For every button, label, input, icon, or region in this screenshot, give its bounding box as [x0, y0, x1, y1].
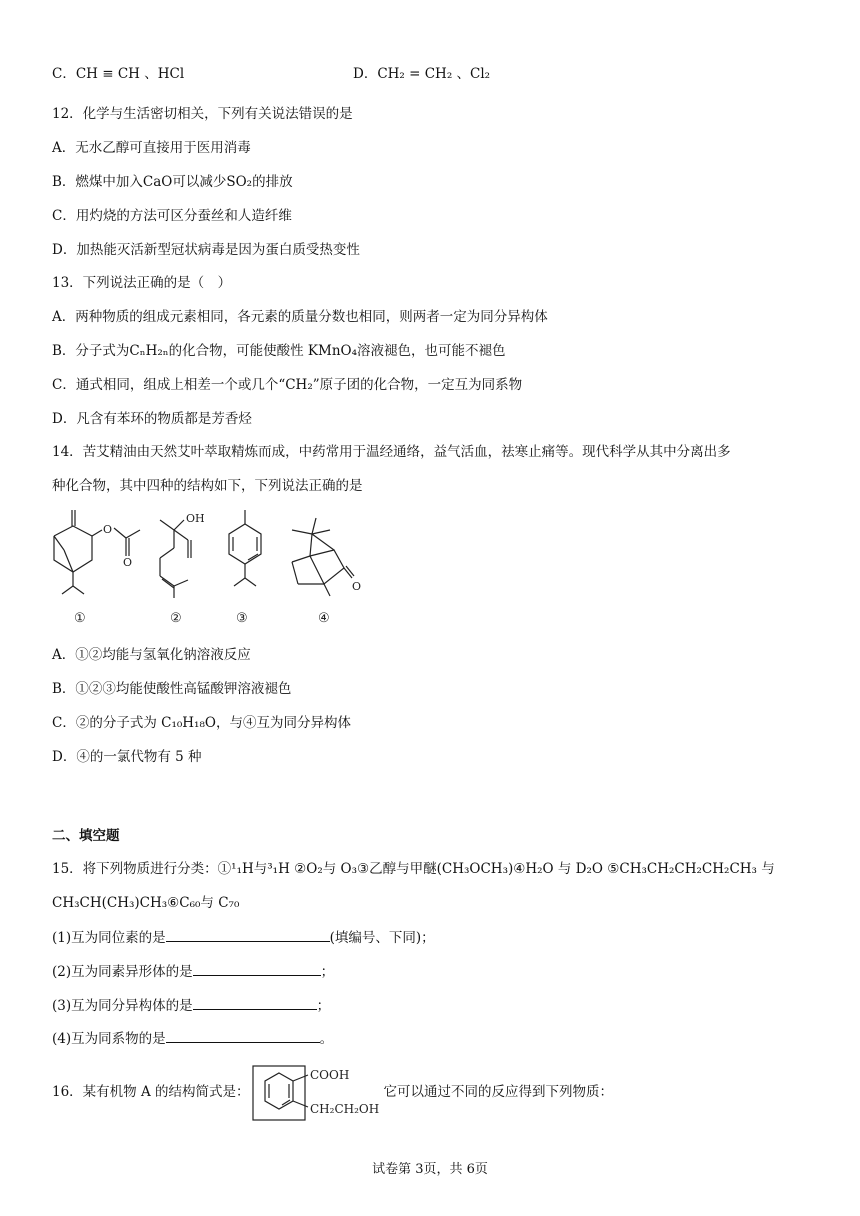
- q15-part-1-tail: (填编号、下同)；: [329, 930, 435, 946]
- structure-1-drawing: [54, 510, 140, 594]
- q12-stem: 12．化学与生活密切相关，下列有关说法错误的是: [52, 106, 353, 122]
- structure-label-1: ①: [74, 611, 86, 626]
- q15-part-1: [52, 927, 435, 948]
- structure-2-oh: OH: [186, 512, 205, 525]
- q15-answer-blank-2[interactable]: [193, 961, 321, 976]
- q13-option-a: A．两种物质的组成元素相同，各元素的质量分数也相同，则两者一定为同分异构体: [52, 309, 548, 325]
- q13-option-b: B．分子式为CₙH₂ₙ的化合物，可能使酸性 KMnO₄溶液褪色，也可能不褪色: [52, 343, 506, 359]
- q13-option-d: D．凡含有苯环的物质都是芳香烃: [52, 411, 252, 427]
- q11-option-c: C．CH ≡ CH 、HCl: [52, 66, 185, 82]
- structure-label-2: ②: [170, 611, 182, 626]
- q16-stem-start: 16．某有机物 A 的结构简式是：: [52, 1084, 250, 1100]
- q15-part-3-tail: ；: [316, 998, 331, 1014]
- q13-stem: 13．下列说法正确的是（ ）: [52, 275, 232, 291]
- q15-part-2: [52, 961, 334, 982]
- q14-option-d: D．④的一氯代物有 5 种: [52, 749, 202, 765]
- q14-stem-line1: 14．苦艾精油由天然艾叶萃取精炼而成，中药常用于温经通络，益气活血，祛寒止痛等。现代科学从其中分离出多: [52, 444, 731, 460]
- q15-part-1-label: (1)互为同位素的是: [52, 930, 166, 946]
- q14-structures-figure: [40, 508, 370, 630]
- q15-answer-blank-3[interactable]: [193, 995, 317, 1010]
- q11-option-d: D．CH₂ = CH₂ 、Cl₂: [353, 66, 491, 82]
- structure-label-4: ④: [318, 611, 330, 626]
- q14-option-a: A．①②均能与氢氧化钠溶液反应: [52, 647, 251, 663]
- q16-cooh-group: COOH: [309, 1067, 349, 1082]
- q16-stem-end: 它可以通过不同的反应得到下列物质：: [383, 1084, 614, 1100]
- q15-part-2-label: (2)互为同素异形体的是: [52, 964, 193, 980]
- page-footer: 试卷第 3页，共 6页: [372, 1162, 488, 1177]
- q14-option-b: B．①②③均能使酸性高锰酸钾溶液褪色: [52, 681, 292, 697]
- q16-stem: [52, 1064, 613, 1121]
- section-title: 二、填空题: [52, 828, 120, 844]
- structure-3-drawing: [229, 510, 261, 586]
- q13-option-c: C．通式相同，组成上相差一个或几个“CH₂”原子团的化合物，一定互为同系物: [52, 377, 523, 393]
- q14-option-c: C．②的分子式为 C₁₀H₁₈O，与④互为同分异构体: [52, 715, 351, 731]
- q16-structure-drawing: [252, 1065, 382, 1121]
- q12-option-d: D．加热能灭活新型冠状病毒是因为蛋白质受热变性: [52, 242, 360, 258]
- q15-part-2-tail: ；: [320, 964, 335, 980]
- structure-label-3: ③: [236, 611, 248, 626]
- structure-4-drawing: [292, 518, 354, 596]
- q15-part-3-label: (3)互为同分异构体的是: [52, 998, 193, 1014]
- q15-part-4-label: (4)互为同系物的是: [52, 1031, 166, 1047]
- q15-answer-blank-4[interactable]: [166, 1028, 320, 1043]
- q12-option-b: B．燃煤中加入CaO可以减少SO₂的排放: [52, 174, 293, 190]
- structure-1-carbonyl-o: O: [123, 556, 133, 569]
- q15-part-3: [52, 995, 330, 1016]
- q15-stem-line1: 15．将下列物质进行分类：①¹₁H与³₁H ②O₂与 O₃③乙醇与甲醚(CH₃OCH₃)④H₂O 与 D₂O ⑤CH₃CH₂CH₂CH₂CH₃ 与: [52, 861, 775, 877]
- q15-answer-blank-1[interactable]: [166, 927, 330, 942]
- q15-part-4-tail: 。: [319, 1031, 334, 1047]
- structure-2-drawing: [160, 520, 191, 598]
- structure-4-carbonyl-o: O: [352, 580, 362, 593]
- q12-option-c: C．用灼烧的方法可区分蚕丝和人造纤维: [52, 208, 292, 224]
- q14-stem-line2: 种化合物，其中四种的结构如下，下列说法正确的是: [52, 478, 363, 494]
- q16-ch2ch2oh-group: CH₂CH₂OH: [309, 1101, 379, 1116]
- q15-part-4: [52, 1028, 333, 1049]
- structure-1-ester-o: O: [103, 523, 113, 536]
- q12-option-a: A．无水乙醇可直接用于医用消毒: [52, 140, 251, 156]
- q15-stem-line2: CH₃CH(CH₃)CH₃⑥C₆₀与 C₇₀: [52, 895, 240, 911]
